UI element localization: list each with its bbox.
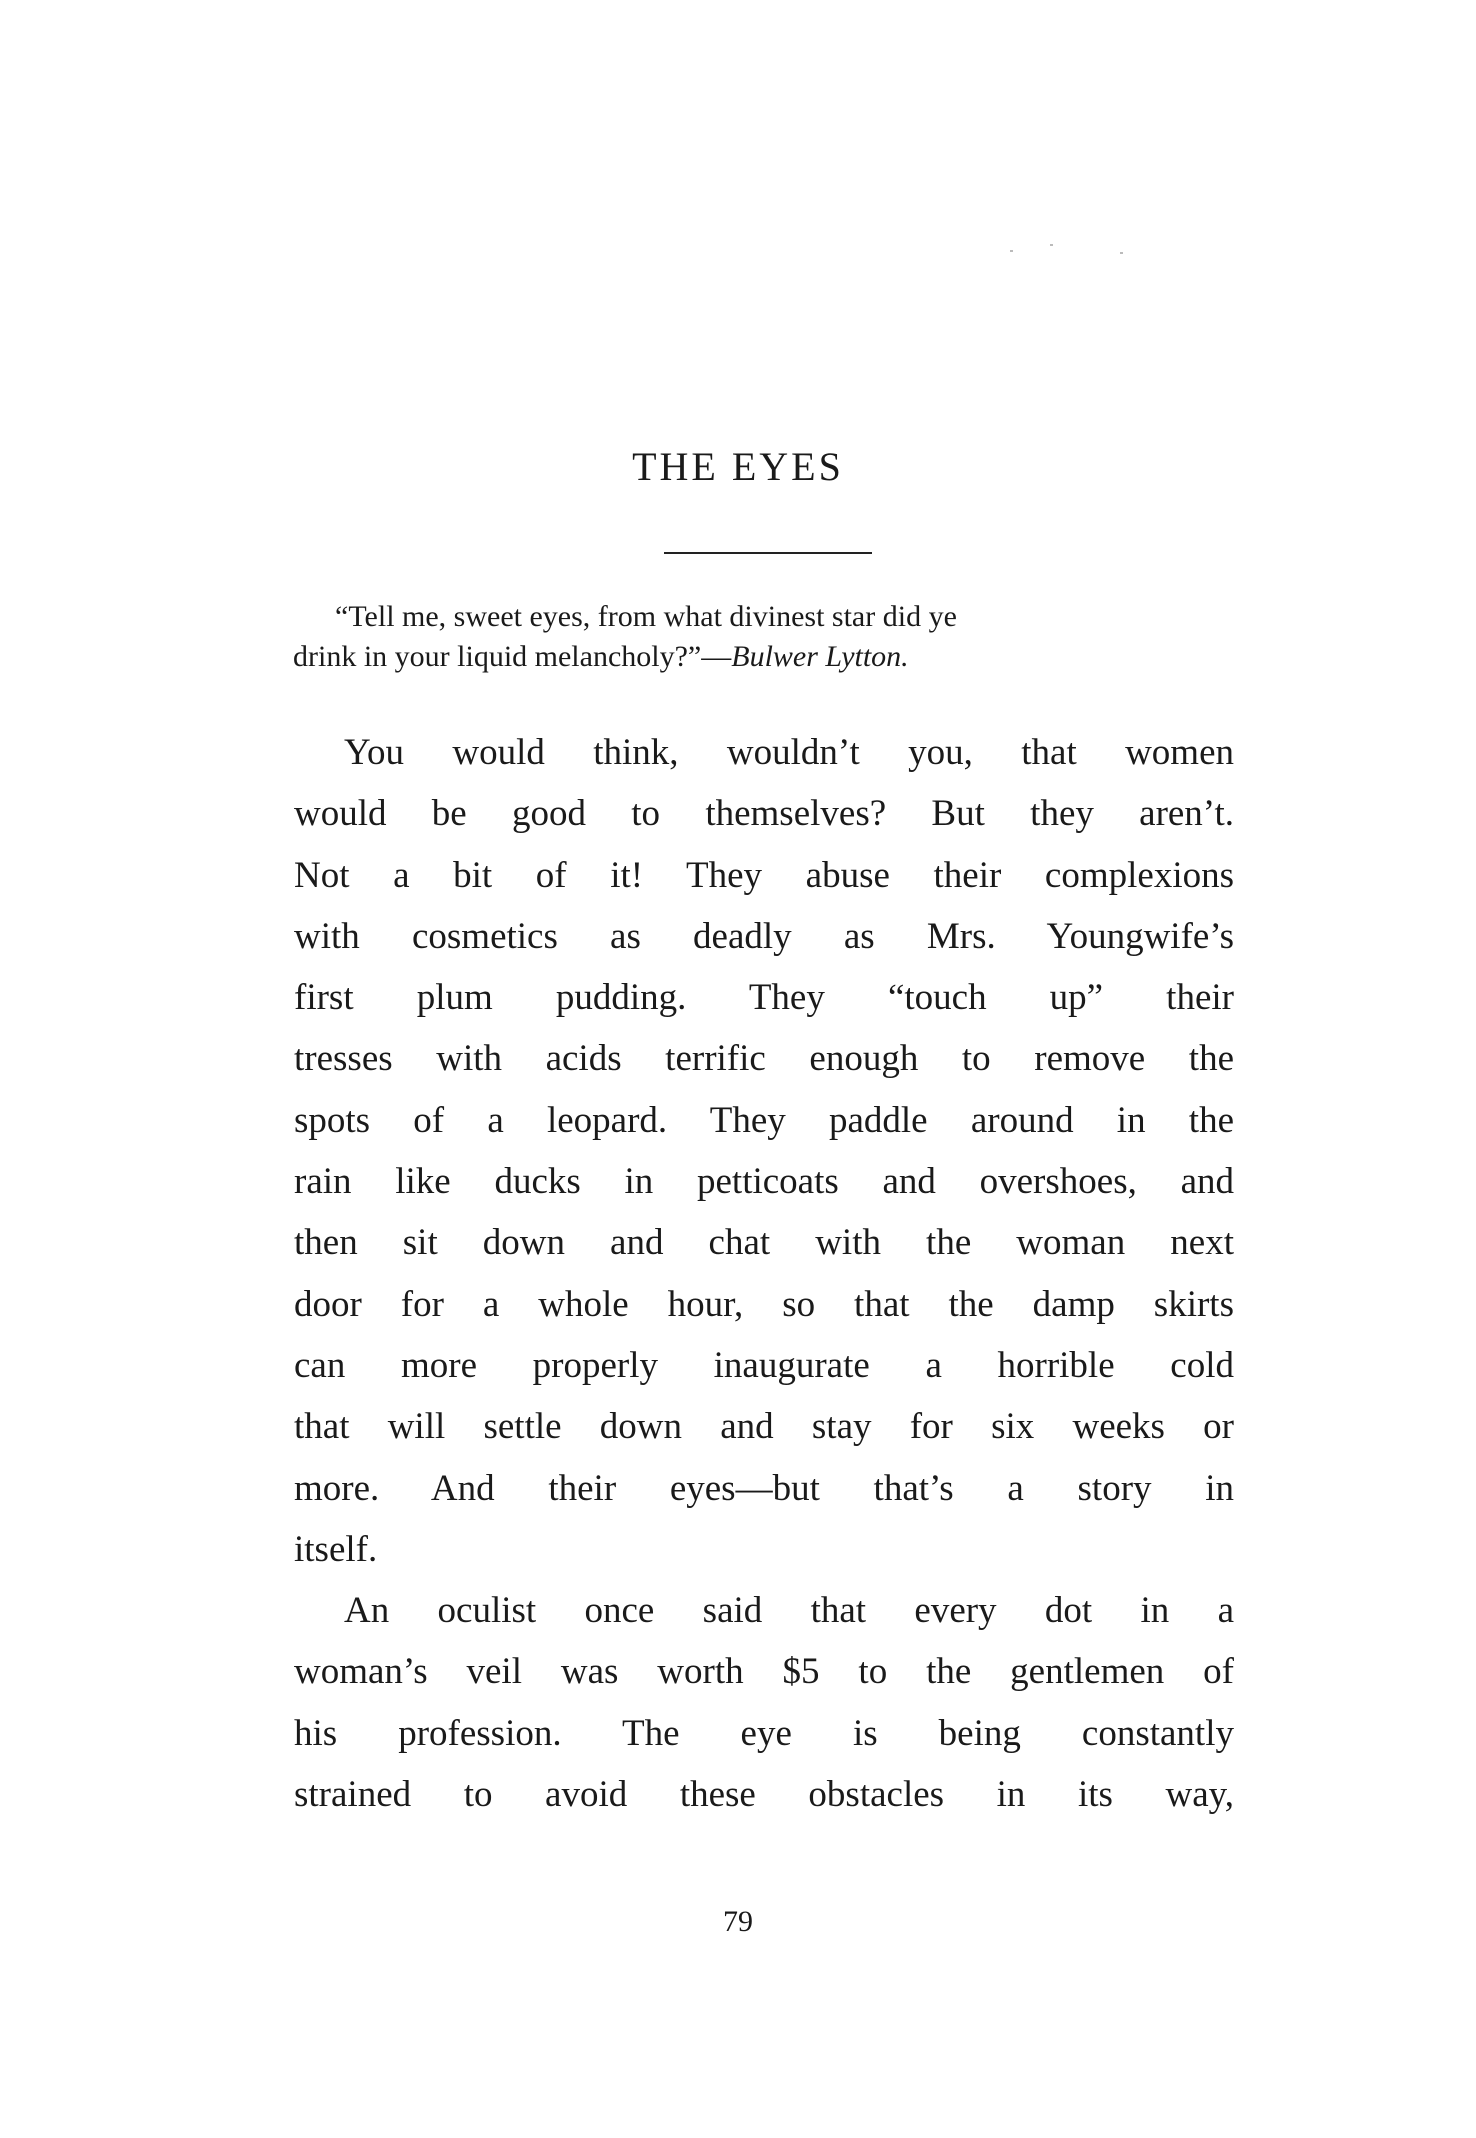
epigraph-line: “Tell me, sweet eyes, from what divinest star did ye xyxy=(335,600,957,633)
epigraph xyxy=(293,597,1233,677)
text-line: You would think, wouldn’t you, that women xyxy=(344,732,1234,773)
body-text xyxy=(294,722,1234,1825)
text-line: that will settle down and stay for six weeks or xyxy=(294,1406,1234,1448)
text-line: with cosmetics as deadly as Mrs. Youngwife’s xyxy=(294,915,1234,957)
text-line: would be good to themselves? But they aren’t. xyxy=(294,793,1234,835)
text-line: An oculist once said that every dot in a xyxy=(344,1590,1234,1632)
epigraph-attribution: Bulwer Lytton. xyxy=(731,640,909,673)
epigraph-text: drink in your liquid melancholy?”— xyxy=(293,640,732,673)
epigraph-line xyxy=(293,637,1233,677)
text-line: tresses with acids terrific enough to remove the xyxy=(294,1038,1234,1080)
text-line: door for a whole hour, so that the damp skirts xyxy=(294,1283,1234,1325)
chapter-title: THE EYES xyxy=(632,444,844,489)
text-line: first plum pudding. They “touch up” their xyxy=(294,977,1234,1019)
text-line: spots of a leopard. They paddle around in the xyxy=(294,1099,1234,1141)
text-line: then sit down and chat with the woman next xyxy=(294,1222,1234,1264)
paper-speck xyxy=(1050,244,1053,246)
text-line: can more properly inaugurate a horrible cold xyxy=(294,1344,1234,1386)
page-number: 79 xyxy=(723,1905,753,1938)
text-line: Not a bit of it! They abuse their complexions xyxy=(294,854,1234,896)
paper-speck xyxy=(1010,250,1013,252)
paper-speck xyxy=(1120,252,1123,254)
text-line: itself. xyxy=(294,1528,378,1570)
text-line: rain like ducks in petticoats and overshoes, and xyxy=(294,1161,1234,1203)
paragraph xyxy=(294,722,1234,1580)
paragraph xyxy=(294,1580,1234,1825)
text-line: more. And their eyes—but that’s a story in xyxy=(294,1467,1234,1509)
text-line: woman’s veil was worth $5 to the gentlemen of xyxy=(294,1651,1234,1693)
text-line: his profession. The eye is being constantly xyxy=(294,1712,1234,1754)
title-rule xyxy=(664,552,872,554)
text-line: strained to avoid these obstacles in its way, xyxy=(294,1774,1234,1816)
